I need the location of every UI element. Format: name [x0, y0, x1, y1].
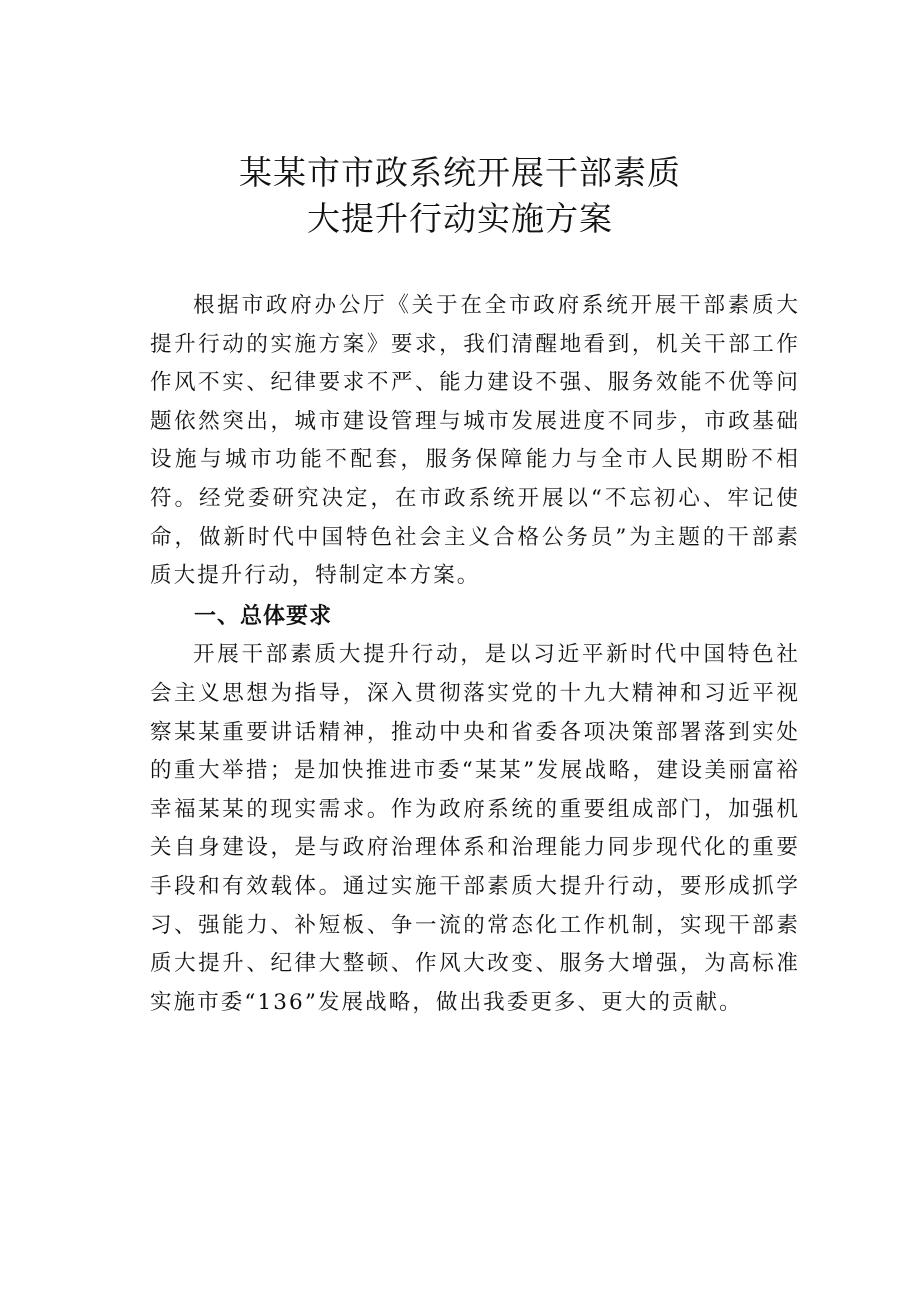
general-requirements-paragraph: 开展干部素质大提升行动，是以习近平新时代中国特色社会主义思想为指导，深入贯彻落实党的十九大精神和习近平视察某某重要讲话精神，推动中央和省委各项决策部署落到实处的重大举措；是加快推进市委“某某”发展战略，建设美丽富裕幸福某某的现实需求。作为政府系统的重要组成部门，加强机关自身建设，是与政府治理体系和治理能力同步现代化的重要手段和有效载体。通过实施干部素质大提升行动，要形成抓学习、强能力、补短板、争一流的常态化工作机制，实现干部素质大提升、纪律大整顿、作风大改变、服务大增强，为高标准实施市委“136”发展战略，做出我委更多、更大的贡献。: [150, 642, 800, 1015]
document-title: [0, 150, 920, 242]
intro-paragraph: 根据市政府办公厅《关于在全市政府系统开展干部素质大提升行动的实施方案》要求，我们清醒地看到，机关干部工作作风不实、纪律要求不严、能力建设不强、服务效能不优等问题依然突出，城市建设管理与城市发展进度不同步，市政基础设施与城市功能不配套，服务保障能力与全市人民期盼不相符。经党委研究决定，在市政系统开展以“不忘初心、牢记使命，做新时代中国特色社会主义合格公务员”为主题的干部素质大提升行动，特制定本方案。: [150, 293, 800, 589]
section-heading-general-requirements: 一、总体要求: [194, 603, 333, 629]
document-body: [150, 287, 800, 1022]
title-line-2: 大提升行动实施方案: [307, 199, 613, 238]
title-line-1: 某某市市政系统开展干部素质: [239, 153, 681, 192]
